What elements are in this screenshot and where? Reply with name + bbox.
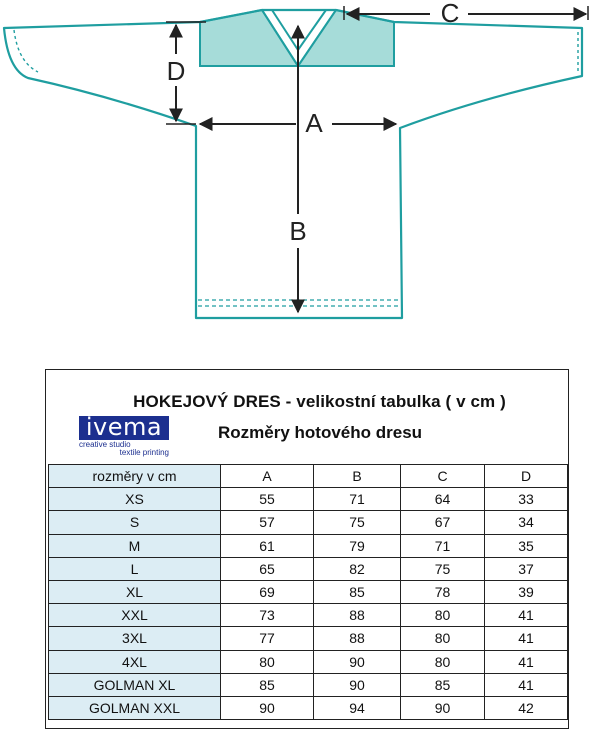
jersey-outline: [4, 10, 582, 318]
measurement-cell: 80: [221, 650, 314, 673]
size-label-cell: L: [49, 557, 221, 580]
measurement-cell: 75: [401, 557, 485, 580]
size-label-cell: 4XL: [49, 650, 221, 673]
table-row: [49, 580, 568, 603]
measurement-cell: 64: [401, 488, 485, 511]
measurement-cell: 41: [485, 673, 568, 696]
measurement-cell: 79: [314, 534, 401, 557]
table-row: [49, 650, 568, 673]
measurement-cell: 90: [401, 696, 485, 719]
measurement-cell: 71: [314, 488, 401, 511]
measurement-cell: 88: [314, 627, 401, 650]
header-cell: B: [314, 465, 401, 488]
label-c: C: [440, 0, 460, 28]
table-row: [49, 511, 568, 534]
table-row: [49, 557, 568, 580]
measurement-cell: 90: [221, 696, 314, 719]
measurement-cell: 57: [221, 511, 314, 534]
size-label-cell: S: [49, 511, 221, 534]
measurement-cell: 71: [401, 534, 485, 557]
measurement-cell: 94: [314, 696, 401, 719]
table-header: [46, 370, 567, 464]
header-cell: D: [485, 465, 568, 488]
logo-tagline-1: creative studio: [79, 440, 131, 449]
table-row: [49, 534, 568, 557]
measurement-cell: 42: [485, 696, 568, 719]
measurement-cell: 85: [401, 673, 485, 696]
measurement-cell: 78: [401, 580, 485, 603]
table-header-row: [49, 465, 568, 488]
measurement-cell: 41: [485, 627, 568, 650]
table-row: [49, 488, 568, 511]
table-title: HOKEJOVÝ DRES - velikostní tabulka ( v cm ): [133, 392, 506, 411]
measurement-cell: 65: [221, 557, 314, 580]
measurement-cell: 80: [401, 650, 485, 673]
measurement-cell: 67: [401, 511, 485, 534]
measurement-cell: 69: [221, 580, 314, 603]
measurement-cell: 73: [221, 604, 314, 627]
measurement-cell: 90: [314, 650, 401, 673]
measurement-cell: 77: [221, 627, 314, 650]
table-subtitle: Rozměry hotového dresu: [218, 423, 423, 442]
table-row: [49, 696, 568, 719]
measurement-cell: 55: [221, 488, 314, 511]
sleeve-cuff-left: [14, 30, 38, 72]
measurement-cell: 85: [221, 673, 314, 696]
measurement-cell: 39: [485, 580, 568, 603]
measurement-cell: 88: [314, 604, 401, 627]
ivema-logo: [79, 413, 171, 457]
size-label-cell: GOLMAN XXL: [49, 696, 221, 719]
measurement-cell: 80: [401, 627, 485, 650]
measurement-cell: 80: [401, 604, 485, 627]
measurement-cell: 41: [485, 604, 568, 627]
measurement-cell: 61: [221, 534, 314, 557]
header-cell: C: [401, 465, 485, 488]
size-label-cell: XXL: [49, 604, 221, 627]
measurement-cell: 33: [485, 488, 568, 511]
header-cell: A: [221, 465, 314, 488]
jersey-diagram: [0, 0, 595, 340]
table-row: [49, 627, 568, 650]
measurement-cell: 41: [485, 650, 568, 673]
size-label-cell: GOLMAN XL: [49, 673, 221, 696]
logo-wordmark: ivema: [79, 416, 169, 440]
size-label-cell: M: [49, 534, 221, 557]
size-table-body: [49, 465, 568, 720]
measurement-cell: 90: [314, 673, 401, 696]
measurement-cell: 75: [314, 511, 401, 534]
size-label-cell: XS: [49, 488, 221, 511]
logo-tagline-2: textile printing: [119, 448, 169, 457]
measurement-cell: 85: [314, 580, 401, 603]
size-label-cell: 3XL: [49, 627, 221, 650]
size-table: [48, 464, 568, 720]
measurement-cell: 35: [485, 534, 568, 557]
measurement-cell: 82: [314, 557, 401, 580]
label-a: A: [305, 108, 323, 138]
label-b: B: [289, 216, 307, 246]
table-row: [49, 673, 568, 696]
size-table-frame: [45, 369, 569, 729]
label-d: D: [166, 56, 186, 86]
table-row: [49, 604, 568, 627]
header-cell: rozměry v cm: [49, 465, 221, 488]
size-label-cell: XL: [49, 580, 221, 603]
measurement-cell: 37: [485, 557, 568, 580]
measurement-cell: 34: [485, 511, 568, 534]
